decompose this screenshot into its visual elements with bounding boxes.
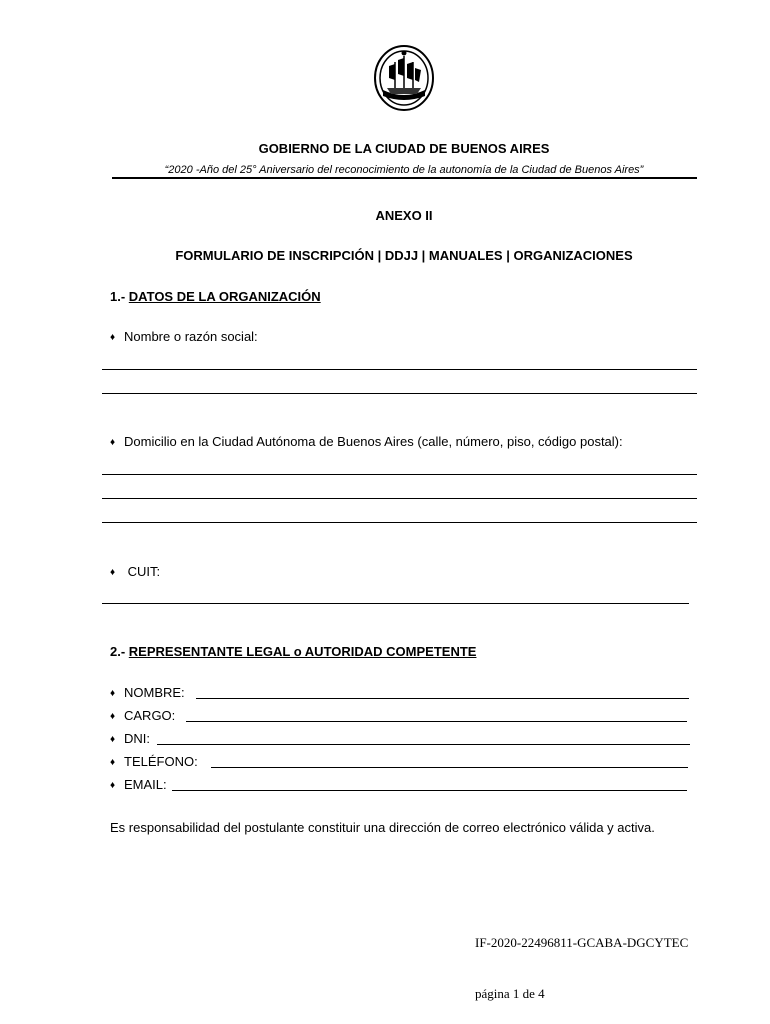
cuit-line[interactable]: [102, 603, 689, 604]
section-1-title: DATOS DE LA ORGANIZACIÓN: [128, 289, 321, 304]
representative-phone-field: [110, 754, 198, 769]
address-line-1[interactable]: [102, 474, 697, 475]
diamond-bullet-icon: ♦: [110, 734, 116, 745]
diamond-bullet-icon: ♦: [110, 688, 116, 699]
representative-name-field: [110, 685, 185, 700]
section-2-number: 2.-: [110, 644, 126, 659]
section-2-heading: [110, 644, 476, 659]
field-address: [110, 434, 623, 449]
field-label: DNI:: [124, 731, 150, 746]
field-label: TELÉFONO:: [124, 754, 198, 769]
page-number: página 1 de 4: [475, 986, 545, 1001]
organization-name-line-1[interactable]: [102, 369, 697, 370]
section-1-number: 1.-: [110, 289, 126, 304]
diamond-bullet-icon: ♦: [110, 711, 116, 722]
diamond-bullet-icon: ♦: [110, 332, 116, 343]
annex-title: ANEXO II: [375, 208, 433, 223]
section-1-heading: [110, 289, 321, 304]
representative-dni-line[interactable]: [157, 744, 690, 745]
representative-email-line[interactable]: [172, 790, 687, 791]
field-label: EMAIL:: [124, 777, 167, 792]
address-line-3[interactable]: [102, 522, 697, 523]
header-divider: [112, 177, 697, 179]
diamond-bullet-icon: ♦: [110, 757, 116, 768]
representative-name-line[interactable]: [196, 698, 689, 699]
city-seal-icon: [373, 44, 435, 112]
organization-name-line-2[interactable]: [102, 393, 697, 394]
field-cuit: [110, 564, 160, 579]
field-label: Domicilio en la Ciudad Autónoma de Buenos Aires (calle, número, piso, código postal):: [124, 434, 623, 449]
diamond-bullet-icon: ♦: [110, 780, 116, 791]
diamond-bullet-icon: ♦: [110, 567, 116, 578]
field-label: CARGO:: [124, 708, 176, 723]
form-title: FORMULARIO DE INSCRIPCIÓN | DDJJ | MANUALES | ORGANIZACIONES: [175, 248, 633, 263]
document-id: IF-2020-22496811-GCABA-DGCYTEC: [475, 935, 689, 950]
field-label: CUIT:: [127, 564, 161, 579]
field-organization-name: [110, 329, 258, 344]
address-line-2[interactable]: [102, 498, 697, 499]
responsibility-note: Es responsabilidad del postulante constituir una dirección de correo electrónico válida y activa.: [110, 820, 655, 835]
section-2-title: REPRESENTANTE LEGAL o AUTORIDAD COMPETENTE: [128, 644, 477, 659]
representative-position-line[interactable]: [186, 721, 687, 722]
representative-position-field: [110, 708, 175, 723]
field-label: NOMBRE:: [124, 685, 185, 700]
year-motto: “2020 -Año del 25° Aniversario del reconocimiento de la autonomía de la Ciudad de Buenos Aires”: [164, 164, 644, 176]
government-title: GOBIERNO DE LA CIUDAD DE BUENOS AIRES: [258, 141, 550, 156]
representative-email-field: [110, 777, 167, 792]
representative-dni-field: [110, 731, 150, 746]
diamond-bullet-icon: ♦: [110, 437, 116, 448]
representative-phone-line[interactable]: [211, 767, 688, 768]
field-label: Nombre o razón social:: [124, 329, 258, 344]
